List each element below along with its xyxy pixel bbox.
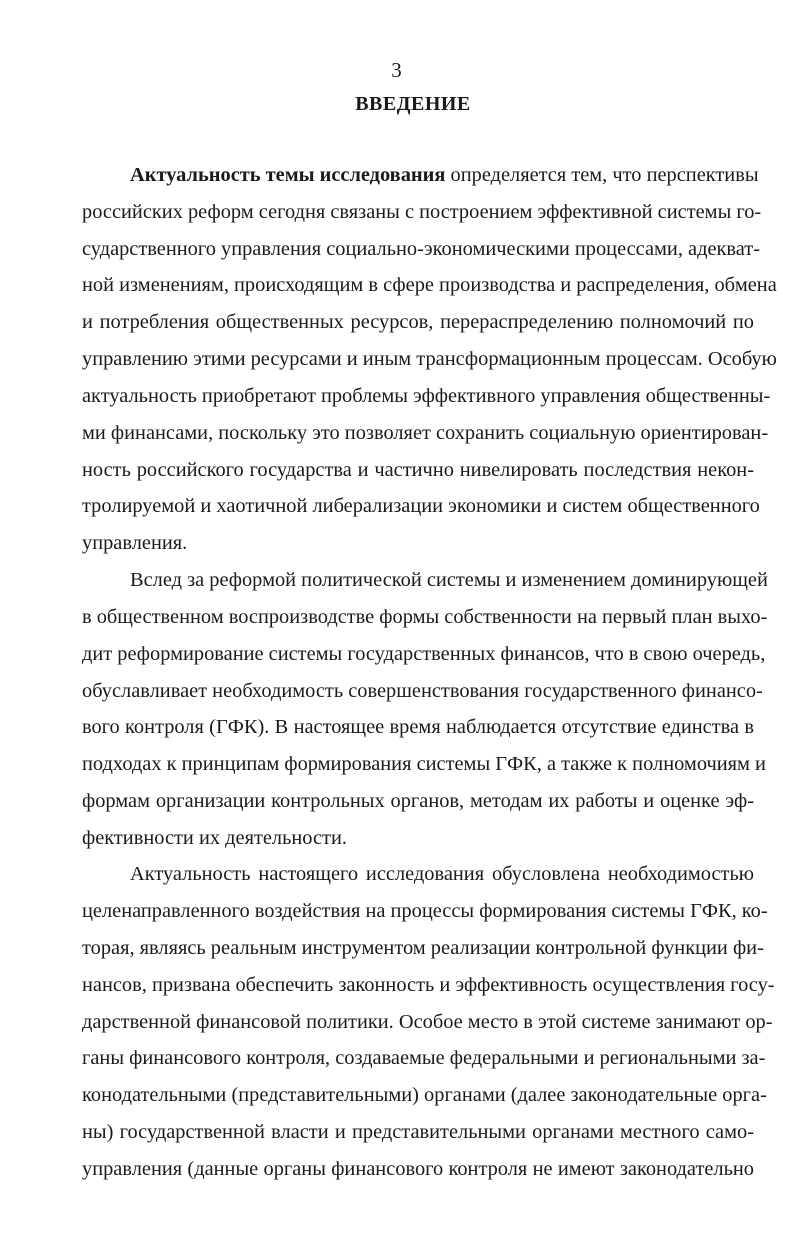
- paragraph-3-line: ганы финансового контроля, создаваемые федеральными и региональными за-: [82, 1047, 766, 1069]
- paragraph-1-line: управления.: [82, 532, 188, 554]
- page-number: 3: [391, 58, 402, 82]
- paragraph-3-line: ны) государственной власти и представительными органами местного само-: [82, 1121, 754, 1143]
- paragraph-3-line: нансов, призвана обеспечить законность и эффективность осуществления госу-: [82, 974, 775, 996]
- paragraph-1-line: управлению этими ресурсами и иным трансформационным процессам. Особую: [82, 348, 777, 370]
- paragraph-1-line-1: [130, 162, 759, 188]
- paragraph-3-line: торая, являясь реальным инструментом реализации контрольной функции фи-: [82, 937, 764, 959]
- paragraph-1-line: актуальность приобретают проблемы эффективного управления общественны-: [82, 385, 771, 407]
- paragraph-2-line: фективности их деятельности.: [82, 827, 347, 849]
- paragraph-1-line: российских реформ сегодня связаны с построением эффективной системы го-: [82, 201, 762, 223]
- paragraph-1-line: ность российского государства и частично нивелировать последствия некон-: [82, 459, 754, 481]
- paragraph-1-line: тролируемой и хаотичной либерализации экономики и систем общественного: [82, 495, 760, 517]
- paragraph-1-line-1-text: определяется тем, что перспективы: [445, 164, 759, 186]
- paragraph-3-line: дарственной финансовой политики. Особое место в этой системе занимают ор-: [82, 1011, 773, 1033]
- paragraph-1-line: сударственного управления социально-экономическими процессами, адекват-: [82, 238, 761, 260]
- paragraph-1-lead: Актуальность темы исследования: [130, 164, 446, 186]
- paragraph-2-line: подходах к принципам формирования системы ГФК, а также к полномочиям и: [82, 753, 766, 775]
- paragraph-2-line: дит реформирование системы государственных финансов, что в свою очередь,: [82, 643, 766, 665]
- paragraph-1-line: и потребления общественных ресурсов, перераспределению полномочий по: [82, 311, 754, 333]
- paragraph-1-line: ми финансами, поскольку это позволяет сохранить социальную ориентирован-: [82, 422, 769, 444]
- paragraph-3-line: целенаправленного воздействия на процессы формирования системы ГФК, ко-: [82, 900, 768, 922]
- paragraph-3-line: Актуальность настоящего исследования обусловлена необходимостью: [130, 863, 754, 885]
- paragraph-3-line: управления (данные органы финансового контроля не имеют законодательно: [82, 1158, 754, 1180]
- paragraph-2-line: обуславливает необходимость совершенствования государственного финансо-: [82, 680, 763, 702]
- paragraph-2-line: вого контроля (ГФК). В настоящее время наблюдается отсутствие единства в: [82, 716, 754, 738]
- paragraph-2-line: в общественном воспроизводстве формы собственности на первый план выхо-: [82, 606, 768, 628]
- paragraph-3-line: конодательными (представительными) органами (далее законодательные орга-: [82, 1084, 767, 1106]
- paragraph-2-line: Вслед за реформой политической системы и изменением доминирующей: [130, 569, 768, 591]
- section-title: ВВЕДЕНИЕ: [355, 93, 471, 115]
- paragraph-2-line: формам организации контрольных органов, методам их работы и оценке эф-: [82, 790, 754, 812]
- paragraph-1-line: ной изменениям, происходящим в сфере производства и распределения, обмена: [82, 274, 777, 296]
